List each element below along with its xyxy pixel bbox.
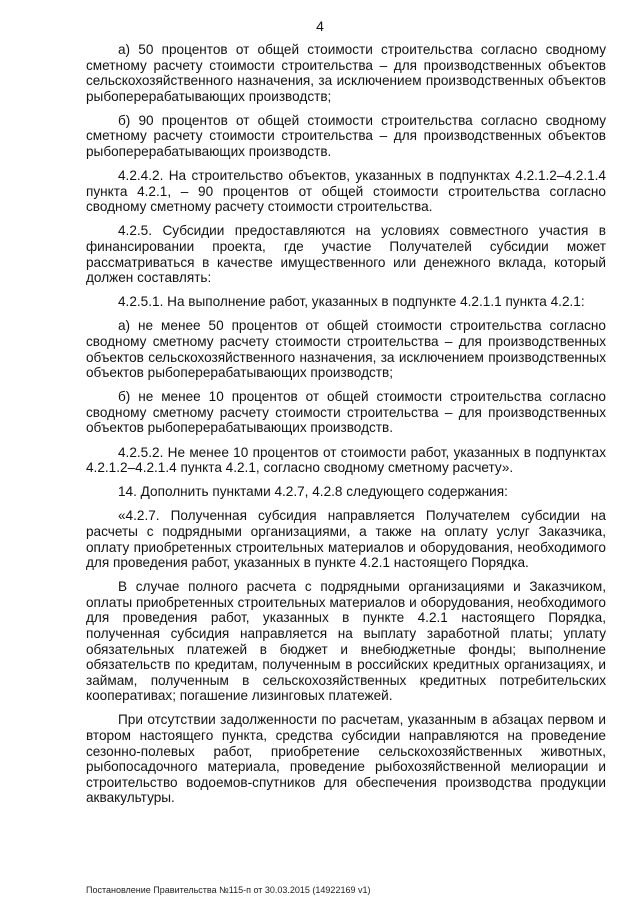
paragraph: 4.2.5. Субсидии предоставляются на условиях совместного участия в финансировании проекта, где участие Получателей субсидии может рассматриваться в качестве имущественного или денежного вклада, который должен составлять:	[86, 223, 606, 286]
page-number: 4	[316, 18, 324, 34]
paragraph: 4.2.4.2. На строительство объектов, указанных в подпунктах 4.2.1.2–4.2.1.4 пункта 4.2.1, – 90 процентов от общей стоимости строительства согласно сводному сметному расчету стоимости строительства.	[86, 168, 606, 215]
paragraph: а) 50 процентов от общей стоимости строительства согласно сводному сметному расчету стоимости строительства – для производственных объектов сельскохозяйственного назначения, за исключением производственных объектов рыбоперерабатывающих производств;	[86, 42, 606, 104]
document-body	[86, 42, 606, 815]
paragraph: 4.2.5.2. Не менее 10 процентов от стоимости работ, указанных в подпунктах 4.2.1.2–4.2.1.4 пункта 4.2.1, согласно сводному сметному расчету».	[86, 444, 606, 476]
paragraph: При отсутствии задолженности по расчетам, указанным в абзацах первом и втором настоящего пункта, средства субсидии направляются на проведение сезонно-полевых работ, приобретение сельскохозяйственных животных, рыбопосадочного материала, проведение рыбохозяйственной мелиорации и строительство водоемов-спутников для обеспечения производства продукции аквакультуры.	[86, 712, 606, 806]
paragraph: 14. Дополнить пунктами 4.2.7, 4.2.8 следующего содержания:	[118, 484, 508, 500]
paragraph: б) не менее 10 процентов от общей стоимости строительства согласно сводному сметному расчету стоимости строительства – для производственных объектов рыбоперерабатывающих производств.	[86, 389, 606, 436]
document-footer: Постановление Правительства №115-п от 30.03.2015 (14922169 v1)	[86, 885, 371, 895]
paragraph: б) 90 процентов от общей стоимости строительства согласно сводному сметному расчету стоимости строительства – для производственных объектов рыбоперерабатывающих производств.	[86, 112, 606, 160]
paragraph: «4.2.7. Полученная субсидия направляется Получателем субсидии на расчеты с подрядными организациями, а также на оплату услуг Заказчика, оплату приобретенных строительных материалов и оборудования, необходимого для проведения работ, указанных в пункте 4.2.1 настоящего Порядка.	[86, 508, 606, 571]
paragraph: 4.2.5.1. На выполнение работ, указанных в подпункте 4.2.1.1 пункта 4.2.1:	[118, 294, 585, 310]
paragraph: В случае полного расчета с подрядными организациями и Заказчиком, оплаты приобретенных строительных материалов и оборудования, необходимого для проведения работ, указанных в пункте 4.2.1 настоящего Порядка, полученная субсидия направляется на выплату заработной платы; уплату обязательных платежей в бюджет и внебюджетные фонды; выполнение обязательств по кредитам, полученным в российских кредитных организациях, и займам, полученным в сельскохозяйственных кредитных потребительских кооперативах; погашение лизинговых платежей.	[86, 579, 606, 704]
paragraph: а) не менее 50 процентов от общей стоимости строительства согласно сводному сметному расчету стоимости строительства – для производственных объектов сельскохозяйственного назначения, за исключением производственных объектов рыбоперерабатывающих производств;	[86, 318, 606, 381]
